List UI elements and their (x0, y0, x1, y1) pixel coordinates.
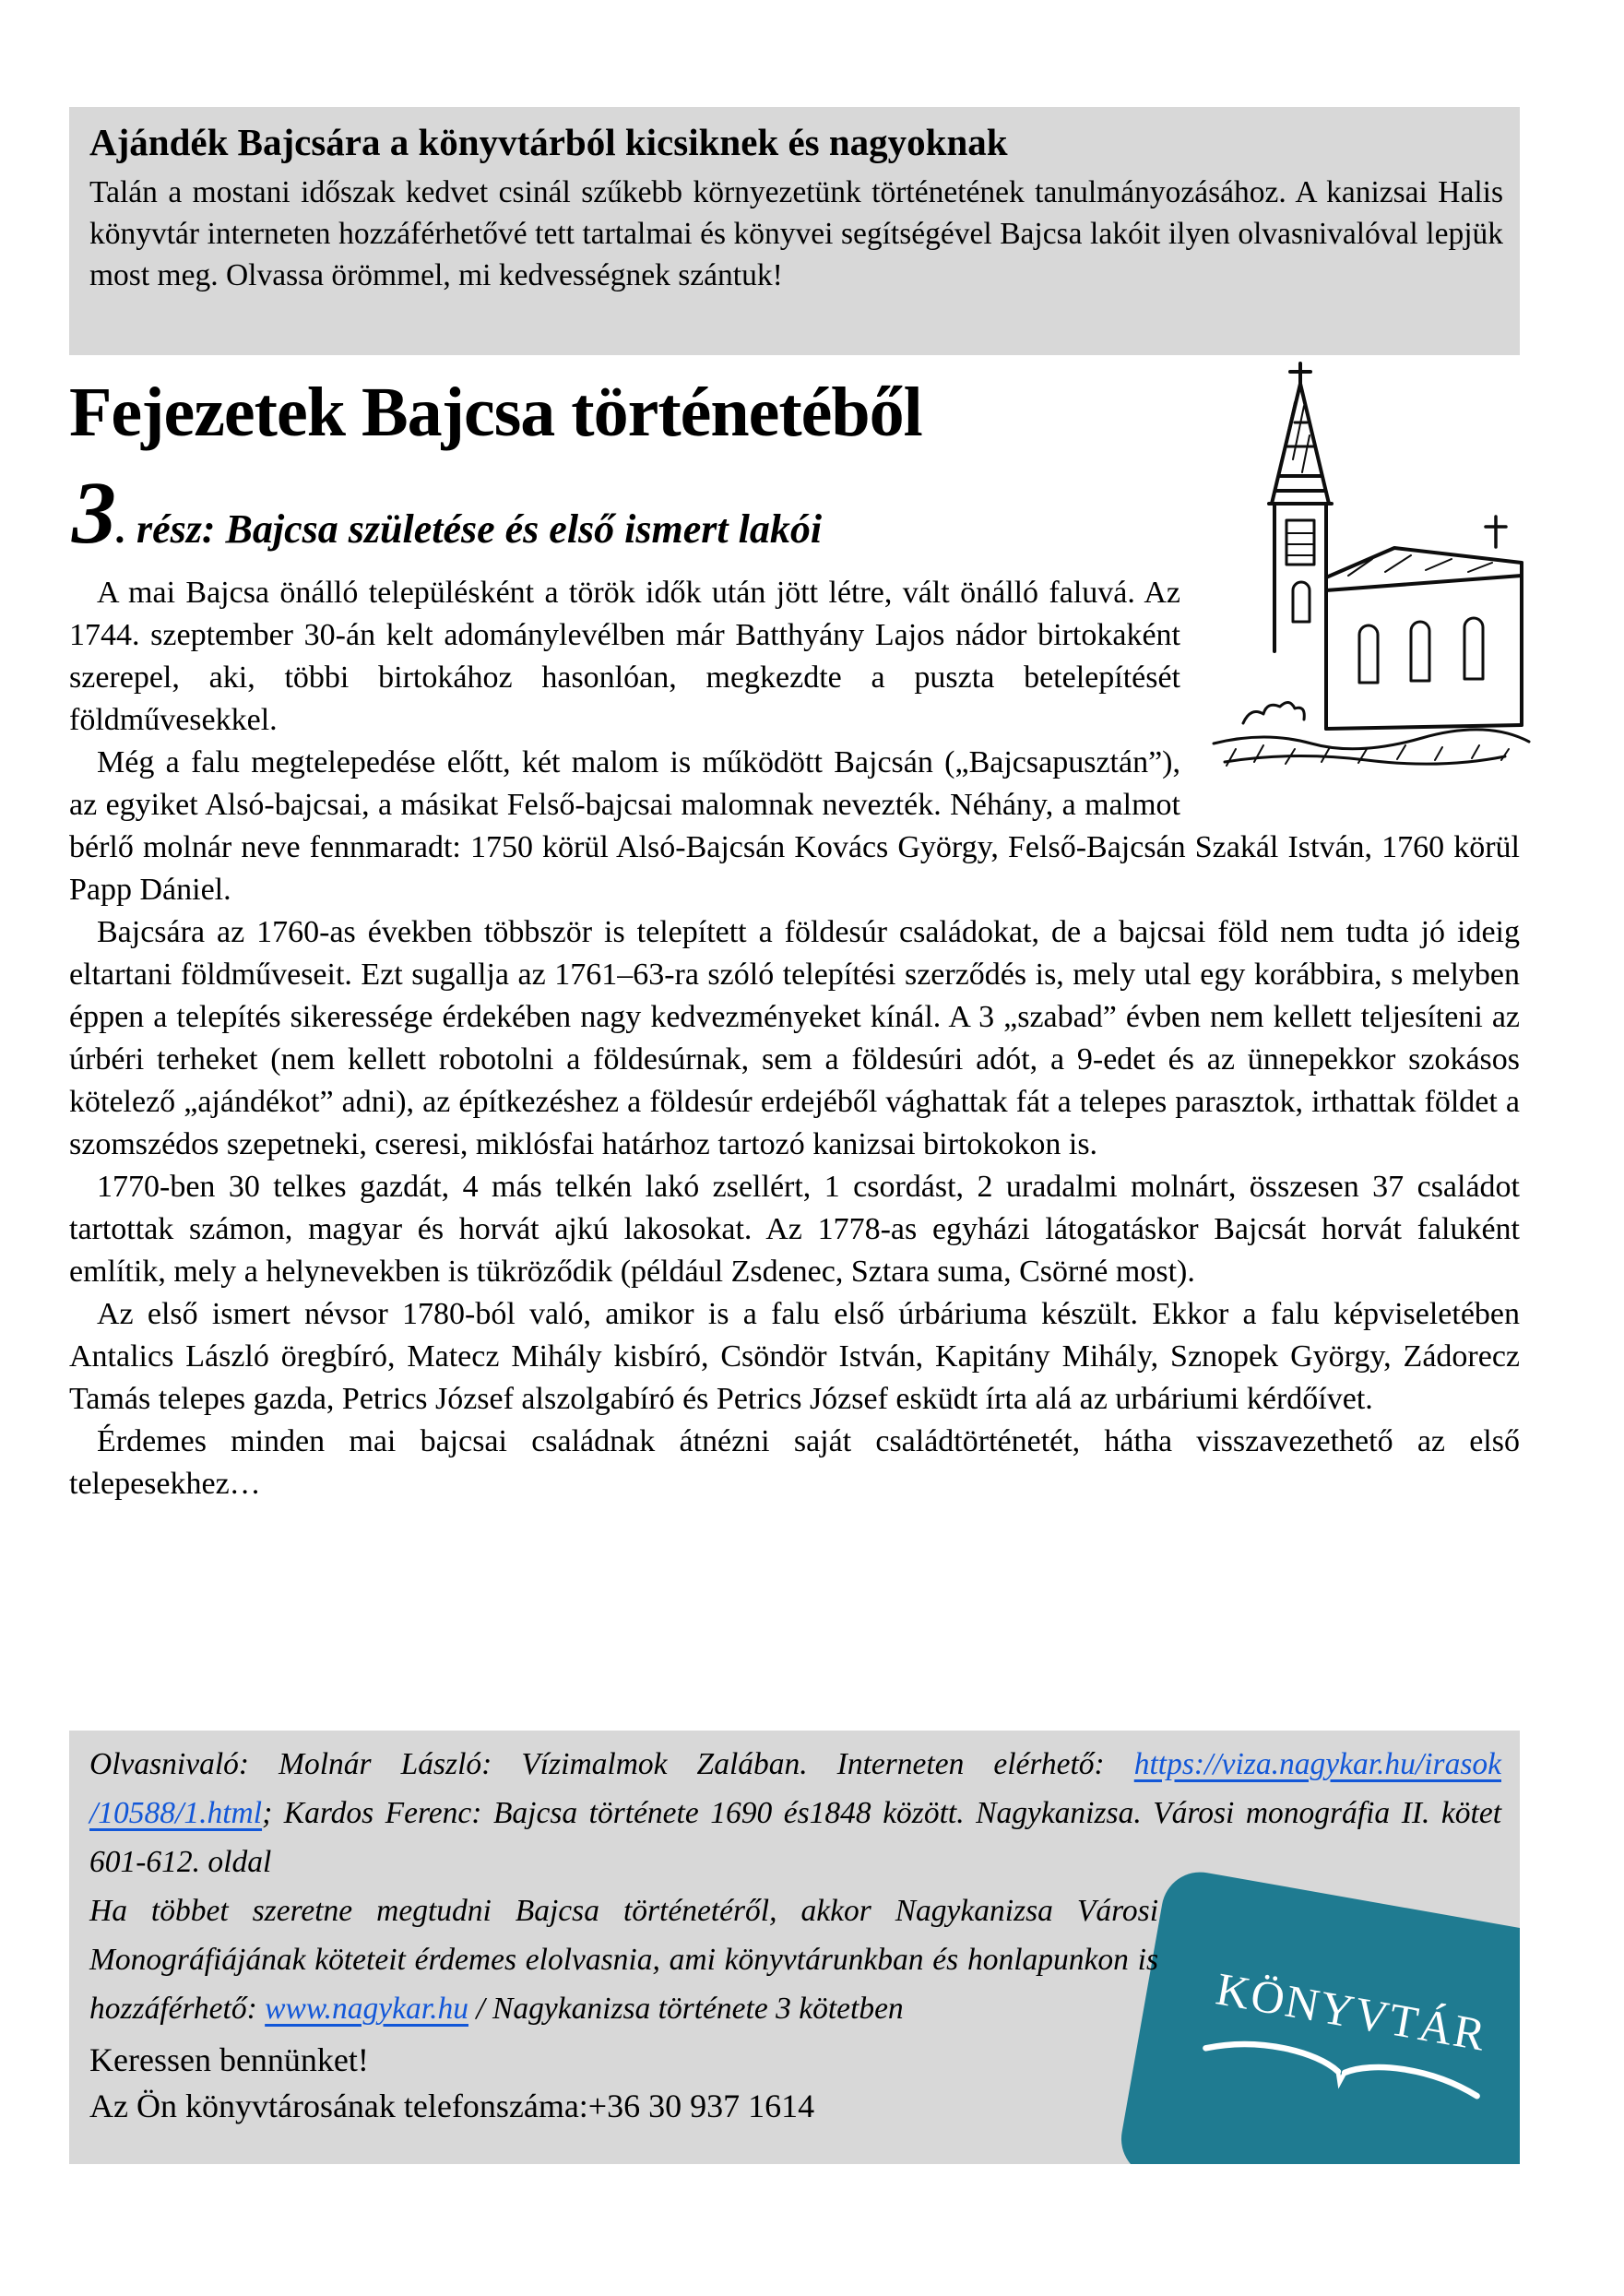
part-title: . rész: Bajcsa születése és első ismert lakói (116, 506, 823, 552)
reading-intro: Olvasnivaló: Molnár László: Vízimalmok Zalában. Interneten elérhető: (89, 1747, 1134, 1781)
more-info-text: Ha többet szeretne megtudni Bajcsa történetéről, akkor Nagykanizsa Városi Monográfiájának köteteit érdemes elolvasnia, ami könyvtárunkban és honlapunkon is hozzáférhető: (89, 1894, 1158, 2026)
paragraph-1: A mai Bajcsa önálló településként a török idők után jött létre, vált önálló faluvá. Az 1744. szeptember 30-án kelt adománylevélben már Batthyány Lajos nádor birtokaként szerepel, aki, többi birtokához hasonlóan, megkezdte a puszta betelepítését földművesekkel. (69, 576, 1180, 737)
logo-wrap-spacer (1158, 1886, 1501, 2164)
announcement-title: Ajándék Bajcsára a könyvtárból kicsiknek és nagyoknak (89, 121, 1008, 163)
footer-content (69, 1731, 1520, 2164)
paragraph-4: 1770-ben 30 telkes gazdát, 4 más telkén lakó zsellért, 1 csordást, 2 uradalmi molnárt, összesen 37 családot tartottak számon, magyar és horvát ajkú lakosokat. Az 1778-as egyházi látogatáskor Bajcsát horvát faluként említik, mely a helynevekben is tükröződik (például Zsdenec, Sztara suma, Csörné most). (69, 1170, 1520, 1289)
announcement-body: Talán a mostani időszak kedvet csinál szűkebb környezetünk történetének tanulmányozásához. A kanizsai Halis könyvtár interneten hozzáférhetővé tett tartalmai és könyvei segítségével Bajcsa lakóit ilyen olvasnivalóval lepjük most meg. Olvassa örömmel, mi kedvességnek szántuk! (89, 175, 1503, 292)
contact-cta: Keressen bennünket! (89, 2041, 369, 2078)
library-logo-label: KÖNYVTÁR (1212, 1962, 1491, 2062)
footer-box (69, 1731, 1520, 2164)
article-heading: Fejezetek Bajcsa történetéből (69, 374, 922, 451)
article-body (69, 572, 1520, 1505)
librarian-phone: Az Ön könyvtárosának telefonszáma:+36 30 937 1614 (89, 2088, 815, 2124)
article-subheading (72, 463, 1160, 562)
paragraph-3: Bajcsára az 1760-as években többször is telepített a földesúr családokat, de a bajcsai föld nem tudta jó ideig eltartani földműveseit. Ezt sugallja az 1761–63-ra szóló telepítési szerződés is, mely utal egy korábbira, s melyben éppen a telepítés sikeressége érdekében nagy kedvezményeket kínál. A 3 „szabad” évben nem kellett teljesíteni az úrbéri terheket (nem kellett robotolni a földesúrnak, sem a földesúri adót, a 9-edet és az ünnepekkor szokásos kötelező „ajándékot” adni), az építkezéshez a földesúr erdejéből vághattak fát a telepes parasztok, irthattak földet a szomszédos szepetneki, cseresi, miklósfai határhoz tartozó kanizsai birtokokon is. (69, 915, 1520, 1161)
reading-list (89, 1740, 1501, 1886)
part-number: 3 (72, 463, 116, 562)
paragraph-6: Érdemes minden mai bajcsai családnak átnézni saját családtörténetét, hátha visszavezethető az első telepesekhez… (69, 1424, 1520, 1501)
paragraph-5: Az első ismert névsor 1780-ból való, amikor is a falu első úrbáriuma készült. Ekkor a falu képviseletében Antalics László öregbíró, Matecz Mihály kisbíró, Csöndör István, Kapitány Mihály, Sznopek György, Zádorecz Tamás telepes gazda, Petrics József alszolgabíró és Petrics József esküdt írta alá az urbáriumi kérdőívet. (69, 1297, 1520, 1416)
nagykar-link[interactable]: www.nagykar.hu (265, 1992, 468, 2026)
more-info-rest: / Nagykanizsa története 3 kötetben (468, 1992, 904, 2026)
announcement-box (69, 107, 1520, 355)
paragraph-2: Még a falu megtelepedése előtt, két malom is működött Bajcsán („Bajcsapusztán”), az egyiket Alsó-bajcsai, a másikat Felső-bajcsai malomnak nevezték. Néhány, a malmot bérlő molnár neve fennmaradt: 1750 körül Alsó-Bajcsán Kovács György, Felső-Bajcsán Szakál István, 1760 körül Papp Dániel. (69, 745, 1520, 907)
viza-link[interactable]: https://viza.nagykar.hu/irasok /10588/1.html (89, 1747, 1501, 1830)
church-wrap-spacer (1180, 572, 1520, 791)
reading-rest: ; Kardos Ferenc: Bajcsa története 1690 és1848 között. Nagykanizsa. Városi monográfia II. kötet 601-612. oldal (89, 1796, 1501, 1879)
